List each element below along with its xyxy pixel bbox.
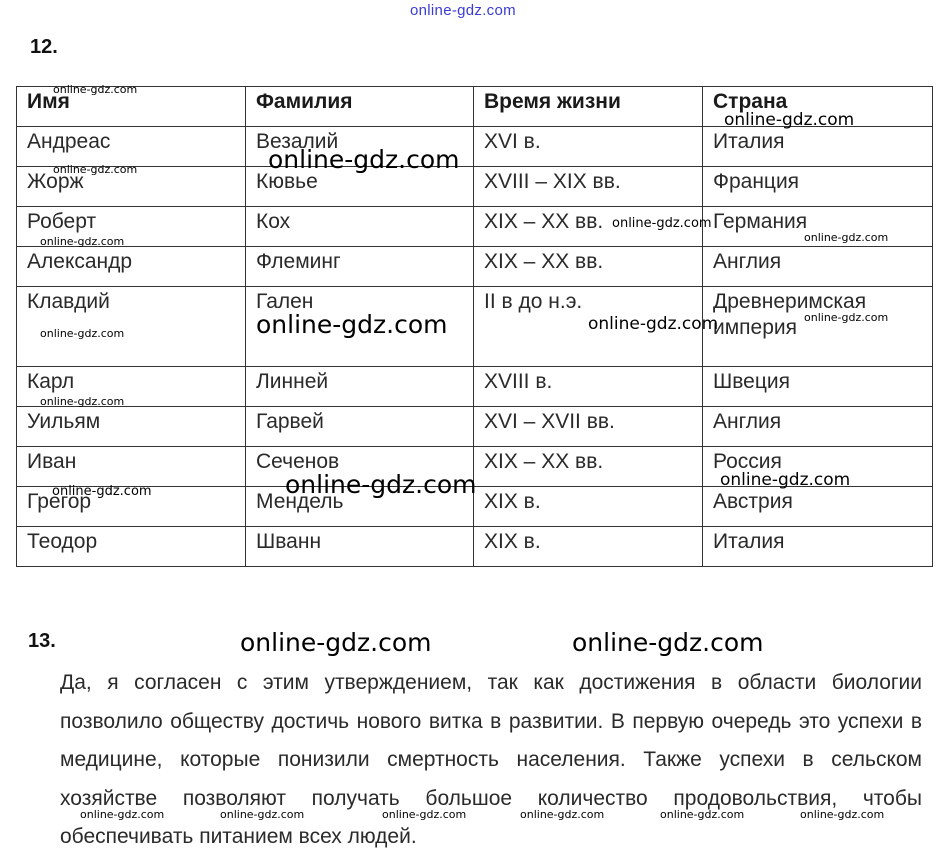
cell-last-name: Гарвей xyxy=(246,407,474,447)
cell-country: Австрия xyxy=(703,487,933,527)
cell-lifetime: XIX – XX вв. xyxy=(474,207,703,247)
watermark: online-gdz.com xyxy=(53,163,138,176)
cell-country: Франция xyxy=(703,167,933,207)
table-row xyxy=(17,247,933,287)
cell-country: Италия xyxy=(703,127,933,167)
cell-last-name: Кох xyxy=(246,207,474,247)
cell-first-name: Александр xyxy=(17,247,246,287)
watermark: online-gdz.com xyxy=(520,808,605,821)
watermark: online-gdz.com xyxy=(720,470,851,490)
table-row xyxy=(17,287,933,367)
cell-first-name: Жорж xyxy=(17,167,246,207)
cell-last-name: Гален xyxy=(246,287,474,367)
cell-first-name: Теодор xyxy=(17,527,246,567)
task-13-number: 13. xyxy=(28,630,56,652)
cell-last-name: Шванн xyxy=(246,527,474,567)
cell-last-name: Мендель xyxy=(246,487,474,527)
watermark: online-gdz.com xyxy=(256,310,448,339)
watermark: online-gdz.com xyxy=(40,395,125,408)
cell-first-name: Карл xyxy=(17,367,246,407)
header-country: Страна xyxy=(703,87,933,127)
table-row xyxy=(17,487,933,527)
cell-lifetime: XVI в. xyxy=(474,127,703,167)
table-row xyxy=(17,207,933,247)
table-row xyxy=(17,167,933,207)
watermark: online-gdz.com xyxy=(80,808,165,821)
table-header-row xyxy=(17,87,933,127)
cell-lifetime: XVI – XVII вв. xyxy=(474,407,703,447)
watermark: online-gdz.com xyxy=(660,808,745,821)
cell-country: Россия xyxy=(703,447,933,487)
cell-lifetime: XVIII – XIX вв. xyxy=(474,167,703,207)
cell-lifetime: II в до н.э. xyxy=(474,287,703,367)
cell-lifetime: XIX – XX вв. xyxy=(474,247,703,287)
watermark: online-gdz.com xyxy=(240,628,432,657)
cell-country: Англия xyxy=(703,407,933,447)
header-last-name: Фамилия xyxy=(246,87,474,127)
watermark: online-gdz.com xyxy=(612,216,712,231)
cell-last-name: Линней xyxy=(246,367,474,407)
table-row xyxy=(17,367,933,407)
watermark: online-gdz.com xyxy=(382,808,467,821)
cell-lifetime: XIX – XX вв. xyxy=(474,447,703,487)
task-13-answer-text: Да, я согласен с этим утверждением, так как достижения в области биологии позволило обществу достичь нового витка в развитии. В первую очередь это успехи в медицине, которые понизили смертность населения. Также успехи в сельском хозяйстве позволяют получать большое количество продовольствия, чтобы обеспечивать питанием всех людей. xyxy=(60,671,922,848)
cell-first-name: Иван xyxy=(17,447,246,487)
cell-lifetime: XIX в. xyxy=(474,527,703,567)
watermark: online-gdz.com xyxy=(220,808,305,821)
table-row xyxy=(17,447,933,487)
header-lifetime: Время жизни xyxy=(474,87,703,127)
watermark: online-gdz.com xyxy=(40,327,125,340)
watermark: online-gdz.com xyxy=(40,235,125,248)
cell-last-name: Флеминг xyxy=(246,247,474,287)
watermark: online-gdz.com xyxy=(588,314,719,334)
watermark: online-gdz.com xyxy=(285,470,477,499)
header-first-name: Имя xyxy=(17,87,246,127)
cell-country: Италия xyxy=(703,527,933,567)
watermark: online-gdz.com xyxy=(804,231,889,244)
table-row xyxy=(17,127,933,167)
cell-last-name: Кювье xyxy=(246,167,474,207)
cell-first-name: Уильям xyxy=(17,407,246,447)
watermark: online-gdz.com xyxy=(572,628,764,657)
cell-country: Германия xyxy=(703,207,933,247)
cell-country: Англия xyxy=(703,247,933,287)
table-row xyxy=(17,527,933,567)
cell-first-name: Грегор xyxy=(17,487,246,527)
watermark: online-gdz.com xyxy=(800,808,885,821)
task-12-number: 12. xyxy=(30,36,58,58)
watermark: online-gdz.com xyxy=(53,83,138,96)
cell-last-name: Везалий xyxy=(246,127,474,167)
cell-country: Швеция xyxy=(703,367,933,407)
site-header-watermark: online-gdz.com xyxy=(410,2,516,19)
table-row xyxy=(17,407,933,447)
watermark: online-gdz.com xyxy=(724,110,855,130)
watermark: online-gdz.com xyxy=(804,311,889,324)
cell-last-name: Сеченов xyxy=(246,447,474,487)
cell-lifetime: XVIII в. xyxy=(474,367,703,407)
cell-first-name: Роберт xyxy=(17,207,246,247)
watermark: online-gdz.com xyxy=(268,145,460,174)
cell-country: Древнеримская империя xyxy=(703,287,933,367)
cell-lifetime: XIX в. xyxy=(474,487,703,527)
watermark: online-gdz.com xyxy=(52,484,152,499)
scientists-table xyxy=(16,86,933,567)
cell-first-name: Андреас xyxy=(17,127,246,167)
cell-first-name: Клавдий xyxy=(17,287,246,367)
